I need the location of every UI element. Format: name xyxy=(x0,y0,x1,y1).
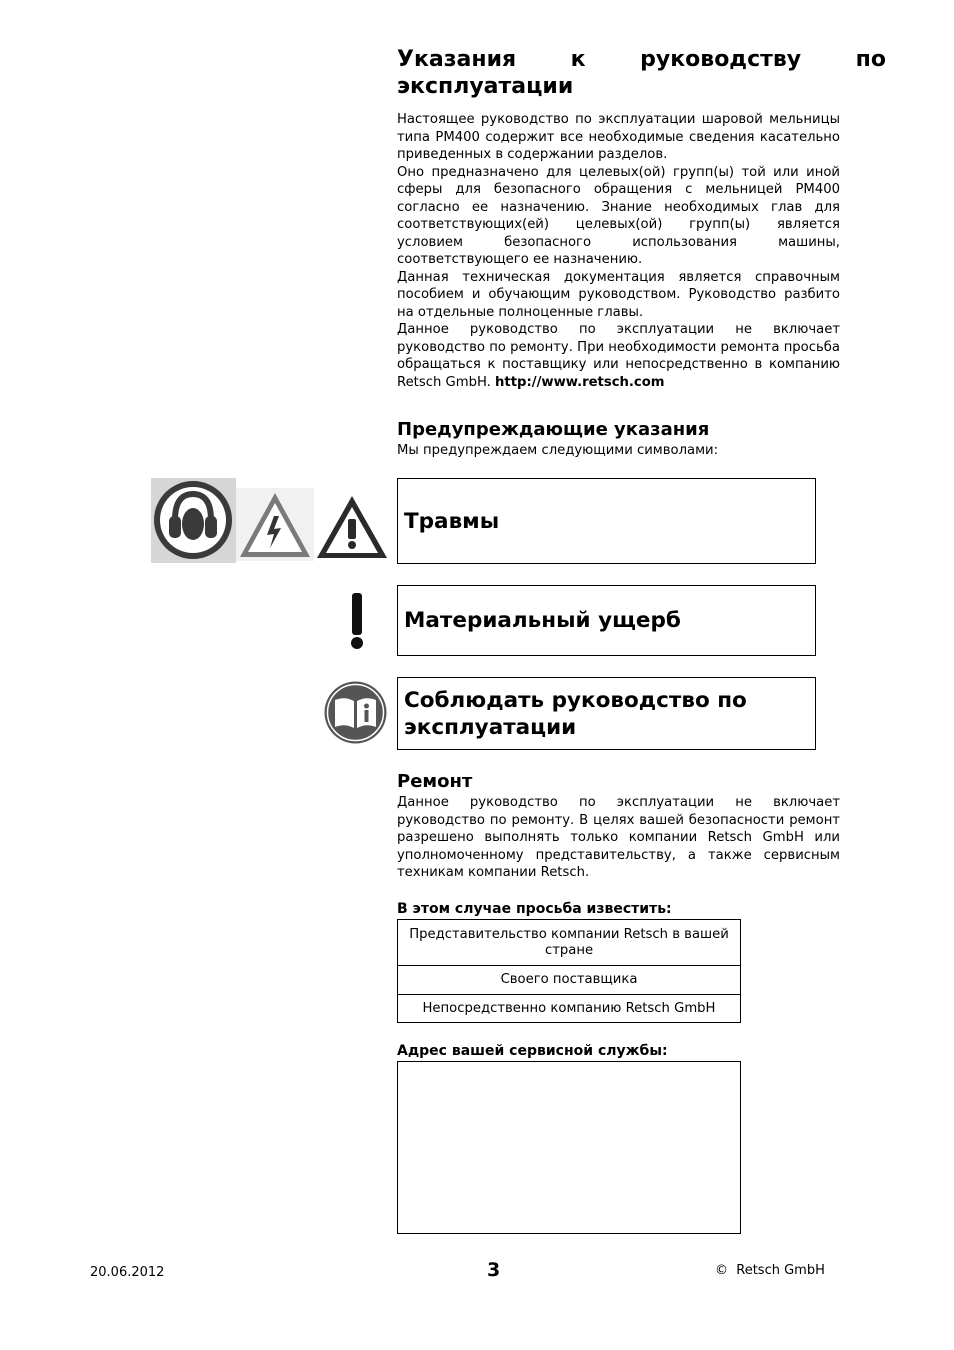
ear-protection-icon xyxy=(151,478,236,563)
repair-heading: Ремонт xyxy=(397,771,473,792)
intro-paragraph xyxy=(397,321,840,391)
notify-table xyxy=(397,919,741,1023)
notify-option: Представительство компании Retsch в вашей стране xyxy=(398,920,741,966)
page-number: 3 xyxy=(487,1259,501,1281)
notify-option: Непосредственно компанию Retsch GmbH xyxy=(398,995,741,1023)
notify-heading: В этом случае просьба известить: xyxy=(397,901,672,917)
repair-text: Данное руководство по эксплуатации не включает руководство по ремонту. В целях вашей безопасности ремонт разрешено выполнять только компании Retsch GmbH или уполномоченному представительству, а также сервисным техникам компании Retsch. xyxy=(397,795,840,880)
intro-paragraph: Данная техническая документация является справочным пособием и обучающим руководством. Руководство разбито на отдельные полноценные главы. xyxy=(397,269,840,320)
intro-paragraph-text: Данное руководство по эксплуатации не включает руководство по ремонту. При необходимости ремонта просьба обращаться к поставщику или непосредственно в компанию Retsch GmbH. xyxy=(397,322,840,390)
footer-company: Retsch GmbH xyxy=(736,1263,825,1278)
page-title: Указания к руководству по эксплуатации xyxy=(397,47,886,99)
intro-text xyxy=(397,111,840,391)
footer-copyright xyxy=(715,1263,825,1278)
retsch-url-link[interactable]: http://www.retsch.com xyxy=(495,374,665,390)
exclamation-icon xyxy=(347,591,367,651)
warning-label: Травмы xyxy=(404,508,500,534)
footer-date: 20.06.2012 xyxy=(90,1265,165,1280)
warning-box-read-manual xyxy=(397,677,816,750)
table-row xyxy=(398,966,741,995)
general-warning-icon xyxy=(314,492,390,562)
table-row xyxy=(398,995,741,1023)
notify-option: Своего поставщика xyxy=(398,966,741,995)
intro-paragraph: Оно предназначено для целевых(ой) групп(ы) той или иной сферы для безопасного обращения с мельницей PM400 согласно ее назначению. Знание необходимых глав для соответствующих(ей) целевых(ой) групп(ы) является условием безопасного использования машины, соответствующего ее назначению. xyxy=(397,164,840,267)
service-address-box xyxy=(397,1061,741,1234)
warning-label: Материальный ущерб xyxy=(404,608,681,633)
table-row xyxy=(398,920,741,966)
copyright-icon: © xyxy=(715,1263,728,1278)
intro-paragraph: Настоящее руководство по эксплуатации шаровой мельницы типа PM400 содержит все необходимые сведения касательно приведенных в содержании разделов. xyxy=(397,112,840,162)
address-heading: Адрес вашей сервисной службы: xyxy=(397,1043,668,1059)
warning-box-injury xyxy=(397,478,816,564)
warnings-subtitle: Мы предупреждаем следующими символами: xyxy=(397,443,719,458)
manual-info-icon xyxy=(323,680,388,745)
warnings-heading: Предупреждающие указания xyxy=(397,419,710,440)
warning-box-material-damage xyxy=(397,585,816,656)
warning-label: Соблюдать руководство по эксплуатации xyxy=(404,687,747,740)
electric-hazard-icon xyxy=(236,488,314,561)
